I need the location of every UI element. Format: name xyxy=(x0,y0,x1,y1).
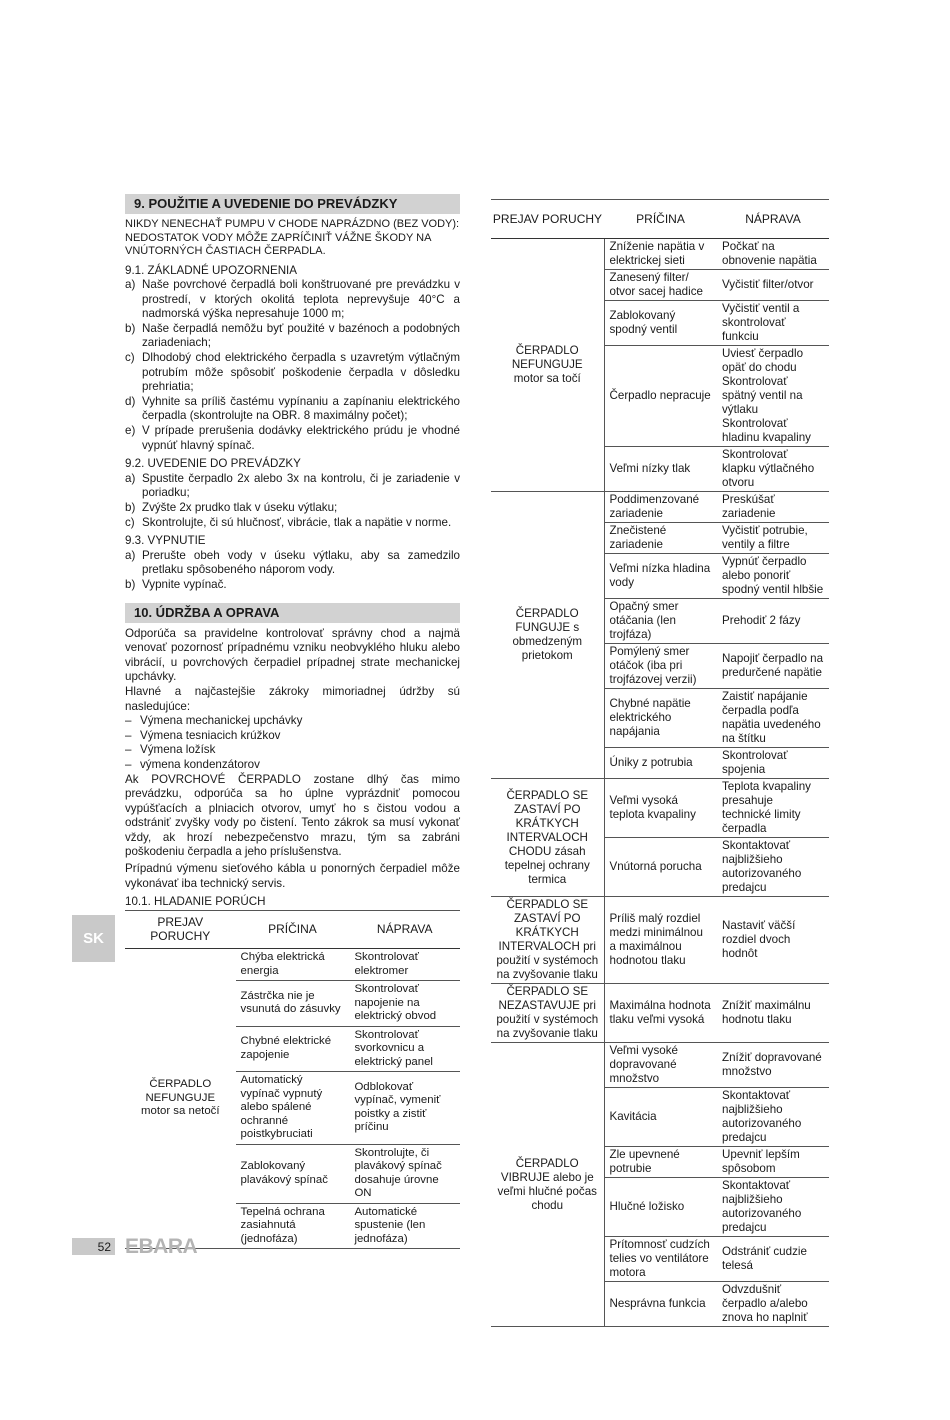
cause-cell: Chýba elektrická energia xyxy=(236,949,350,981)
remedy-cell: Vyčistiť filter/otvor xyxy=(717,270,829,301)
header-remedy: NÁPRAVA xyxy=(349,910,460,948)
list-item xyxy=(125,472,460,501)
cause-cell: Poddimenzované zariadenie xyxy=(604,492,717,523)
cause-cell: Zástrčka nie je vsunutá do zásuvky xyxy=(236,981,350,1027)
list-marker: b) xyxy=(125,501,136,514)
remedy-cell: Teplota kvapaliny presahuje technické limity čerpadla xyxy=(717,779,829,838)
list-text: Prerušte obeh vody v úseku výtlaku, aby sa zamedzilo pretlaku spôsobeného náporom vody. xyxy=(142,548,460,577)
list-marker: e) xyxy=(125,424,136,438)
dash-marker: – xyxy=(125,714,132,728)
remedy-cell: Nastaviť väčší rozdiel dvoch hodnôt xyxy=(717,897,829,984)
table-row xyxy=(491,779,829,838)
list-item xyxy=(125,322,460,351)
cause-cell: Prítomnosť cudzích telies vo ventilátore motora xyxy=(604,1237,717,1282)
warning-text: NIKDY NENECHAŤ PUMPU V CHODE NAPRÁZDNO (BEZ VODY): NEDOSTATOK VODY MÔŽE ZAPRÍČINIŤ VÁŽNE ŠKODY NA VNÚTORNÝCH ČASTIACH ČERPADLA. xyxy=(125,218,460,257)
list-text: Výmena ložísk xyxy=(140,743,216,757)
right-column xyxy=(491,199,829,1327)
list-item xyxy=(125,578,460,593)
maintenance-paragraph-1: Odporúča sa pravidelne kontrolovať správny chod a najmä venovať pozornosť prípadnému vzniku neobvyklého hluku alebo vibrácií, u povrchových čerpadiel prípadnej strate mechanickej upchávky. xyxy=(125,626,460,684)
dash-marker: – xyxy=(125,728,132,742)
remedy-cell: Odstrániť cudzie telesá xyxy=(717,1237,829,1282)
ebara-logo: EBARA xyxy=(125,1235,198,1258)
subsection-9-3-title: 9.3. VYPNUTIE xyxy=(125,534,206,548)
symptom-cell: ČERPADLO SE ZASTAVÍ PO KRÁTKYCH INTERVALOCH pri použití v systémoch na zvyšovanie tlaku xyxy=(491,897,604,984)
remedy-cell: Upevniť lepším spôsobom xyxy=(717,1147,829,1178)
list-marker: b) xyxy=(125,577,136,591)
list-item xyxy=(125,714,460,729)
remedy-cell: Počkať na obnovenie napätia xyxy=(717,239,829,270)
list-text: Zvýšte 2x prudko tlak v úseku výtlaku; xyxy=(142,501,338,514)
list-text: Skontrolujte, či sú hlučnosť, vibrácie, tlak a napätie v norme. xyxy=(142,515,452,529)
dash-marker: – xyxy=(125,757,132,771)
maintenance-paragraph-3: Ak POVRCHOVÉ ČERPADLO zostane dlhý čas mimo prevádzku, odporúča sa ho úplne vyprázdniť pomocou vypúšťacích a plniacich otvorov, umyť ho s čistou vodou a odstrániť zvyšky vody po čistení. Tento zákrok sa musí vykonať vždy, ak hrozí nebezpečenstvo mrazu, tým sa zabráni poškodeniu čerpadla a jeho príslušenstva. xyxy=(125,772,460,859)
header-remedy: NÁPRAVA xyxy=(717,200,829,239)
remedy-cell: Napojiť čerpadlo na predurčené napätie xyxy=(717,644,829,689)
list-item xyxy=(125,758,460,773)
list-item xyxy=(125,501,460,516)
header-cause: PRÍČINA xyxy=(604,200,717,239)
cause-cell: Znečistené zariadenie xyxy=(604,523,717,554)
remedy-cell: Automatické spustenie (len jednofáza) xyxy=(349,1203,460,1249)
list-text: Naše povrchové čerpadlá boli konštruované pre prevádzku v prostredí, v ktorých okolitá teplota neprevyšuje 40°C a nadmorská výška nepresahuje 1000 m; xyxy=(142,278,460,321)
list-marker: d) xyxy=(125,394,136,408)
table-row xyxy=(491,1043,829,1088)
remedy-cell: Skontaktovať najbližšieho autorizovaného predajcu xyxy=(717,1088,829,1147)
remedy-cell: Znížiť maximálnu hodnotu tlaku xyxy=(717,984,829,1043)
subsection-9-3-list xyxy=(125,549,460,593)
list-marker: a) xyxy=(125,471,136,485)
remedy-cell: Znížiť dopravované množstvo xyxy=(717,1043,829,1088)
table-row xyxy=(491,984,829,1043)
list-item xyxy=(125,395,460,424)
header-cause: PRÍČINA xyxy=(236,910,350,948)
remedy-cell: Skontrolujte, či plavákový spínač dosahuje úrovne ON xyxy=(349,1144,460,1203)
cause-cell: Zanesený filter/ otvor sacej hadice xyxy=(604,270,717,301)
list-item xyxy=(125,424,460,453)
remedy-cell: Vypnúť čerpadlo alebo ponoriť spodný ventil hlbšie xyxy=(717,554,829,599)
cause-cell: Zníženie napätia v elektrickej sieti xyxy=(604,239,717,270)
list-item xyxy=(125,743,460,758)
cause-cell: Čerpadlo nepracuje xyxy=(604,346,717,447)
list-text: Dlhodobý chod elektrického čerpadla s uzavretým výtlačným potrubím môže spôsobiť poškodenie čerpadla v dôsledku prehriatia; xyxy=(142,351,460,394)
maintenance-paragraph-2: Hlavné a najčastejšie zákroky mimoriadnej údržby sú nasledujúce: xyxy=(125,684,460,713)
section-10-title: 10. ÚDRŽBA A OPRAVA xyxy=(125,603,460,623)
cause-cell: Opačný smer otáčania (len trojfáza) xyxy=(604,599,717,644)
cause-cell: Veľmi vysoké dopravované množstvo xyxy=(604,1043,717,1088)
symptom-cell: ČERPADLO SE NEZASTAVUJE pri použití v systémoch na zvyšovanie tlaku xyxy=(491,984,604,1043)
symptom-cell: ČERPADLO NEFUNGUJE motor sa netočí xyxy=(125,949,236,1249)
symptom-cell: ČERPADLO NEFUNGUJE motor sa točí xyxy=(491,239,604,492)
maintenance-list xyxy=(125,714,460,772)
cause-cell: Hlučné ložisko xyxy=(604,1178,717,1237)
remedy-cell: Skontrolovať klapku výtlačného otvoru xyxy=(717,447,829,492)
troubleshooting-table-left xyxy=(125,910,460,1249)
maintenance-paragraph-4: Prípadnú výmenu sieťového kábla u ponorných čerpadiel môže vykonávať iba technický servis. xyxy=(125,862,460,890)
table-row xyxy=(491,239,829,270)
cause-cell: Zle upevnené potrubie xyxy=(604,1147,717,1178)
symptom-cell: ČERPADLO SE ZASTAVÍ PO KRÁTKYCH INTERVALOCH CHODU zásah tepelnej ochrany termica xyxy=(491,779,604,897)
remedy-cell: Skontrolovať napojenie na elektrický obvod xyxy=(349,981,460,1027)
list-text: Vyhnite sa príliš častému vypínaniu a zapínaniu elektrického čerpadla (skontrolujte na OBR. 8 maximálny počet); xyxy=(142,394,460,423)
cause-cell: Veľmi vysoká teplota kvapaliny xyxy=(604,779,717,838)
list-marker: c) xyxy=(125,515,135,529)
subsection-9-2-list xyxy=(125,472,460,530)
cause-cell: Nesprávna funkcia xyxy=(604,1282,717,1327)
remedy-cell: Skontrolovať elektromer xyxy=(349,949,460,981)
cause-cell: Veľmi nízka hladina vody xyxy=(604,554,717,599)
remedy-cell: Vyčistiť ventil a skontrolovať funkciu xyxy=(717,301,829,346)
list-item xyxy=(125,351,460,395)
subsection-9-1-list xyxy=(125,278,460,453)
list-marker: b) xyxy=(125,321,136,335)
cause-cell: Veľmi nízky tlak xyxy=(604,447,717,492)
cause-cell: Zablokovaný spodný ventil xyxy=(604,301,717,346)
cause-cell: Chybné elektrické zapojenie xyxy=(236,1026,350,1072)
cause-cell: Pomýlený smer otáčok (iba pri trojfázovej verzii) xyxy=(604,644,717,689)
symptom-cell: ČERPADLO VIBRUJE alebo je veľmi hlučné počas chodu xyxy=(491,1043,604,1327)
cause-cell: Maximálna hodnota tlaku veľmi vysoká xyxy=(604,984,717,1043)
remedy-cell: Zaistiť napájanie čerpadla podľa napätia uvedeného na štítku xyxy=(717,689,829,748)
remedy-cell: Uviesť čerpadlo opäť do chodu Skontrolovať spätný ventil na výtlaku Skontrolovať hladinu kvapaliny xyxy=(717,346,829,447)
cause-cell: Kavitácia xyxy=(604,1088,717,1147)
dash-marker: – xyxy=(125,743,132,757)
table-row xyxy=(491,492,829,523)
cause-cell: Zablokovaný plavákový spínač xyxy=(236,1144,350,1203)
list-text: Naše čerpadlá nemôžu byť použité v bazénoch a podobných zariadeniach; xyxy=(142,321,460,350)
header-symptom: PREJAV PORUCHY xyxy=(491,200,604,239)
section-9-title: 9. POUŽITIE A UVEDENIE DO PREVÁDZKY xyxy=(125,194,460,214)
remedy-cell: Skontrolovať svorkovnicu a elektrický panel xyxy=(349,1026,460,1072)
list-item xyxy=(125,549,460,578)
list-text: Spustite čerpadlo 2x alebo 3x na kontrolu, či je zariadenie v poriadku; xyxy=(142,471,460,500)
header-symptom: PREJAV PORUCHY xyxy=(125,910,236,948)
language-tab: SK xyxy=(72,915,115,962)
remedy-cell: Skontaktovať najbližšieho autorizovaného predajcu xyxy=(717,1178,829,1237)
list-item xyxy=(125,516,460,531)
list-text: Výmena mechanickej upchávky xyxy=(140,714,303,728)
remedy-cell: Odvzdušniť čerpadlo a/alebo znova ho naplniť xyxy=(717,1282,829,1327)
list-text: výmena kondenzátorov xyxy=(140,757,260,771)
symptom-cell: ČERPADLO FUNGUJE s obmedzeným prietokom xyxy=(491,492,604,779)
list-marker: c) xyxy=(125,351,135,365)
subsection-9-1-title: 9.1. ZÁKLADNÉ UPOZORNENIA xyxy=(125,263,298,277)
table-row xyxy=(491,897,829,984)
cause-cell: Vnútorná porucha xyxy=(604,838,717,897)
cause-cell: Automatický vypínač vypnutý alebo spálené ochranné poistkybruciati xyxy=(236,1072,350,1145)
list-item xyxy=(125,278,460,322)
remedy-cell: Skontrolovať spojenia xyxy=(717,748,829,779)
cause-cell: Chybné napätie elektrického napájania xyxy=(604,689,717,748)
remedy-cell: Preskúšať zariadenie xyxy=(717,492,829,523)
left-column xyxy=(125,194,460,1249)
cause-cell: Príliš malý rozdiel medzi minimálnou a maximálnou hodnotou tlaku xyxy=(604,897,717,984)
list-text: Vypnite vypínač. xyxy=(142,577,227,591)
page-number: 52 xyxy=(72,1238,115,1255)
subsection-10-1-title: 10.1. HLADANIE PORÚCH xyxy=(125,895,266,909)
list-text: V prípade prerušenia dodávky elektrického prúdu je vhodné vypnúť hlavný spínač. xyxy=(142,424,460,452)
remedy-cell: Odblokovať vypínač, vymeniť poistky a zistiť príčinu xyxy=(349,1072,460,1145)
cause-cell: Úniky z potrubia xyxy=(604,748,717,779)
remedy-cell: Vyčistiť potrubie, ventily a filtre xyxy=(717,523,829,554)
cause-cell: Tepelná ochrana zasiahnutá (jednofáza) xyxy=(236,1203,350,1249)
list-marker: a) xyxy=(125,278,136,292)
troubleshooting-table-right xyxy=(491,199,829,1327)
list-marker: a) xyxy=(125,548,136,562)
subsection-9-2-title: 9.2. UVEDENIE DO PREVÁDZKY xyxy=(125,457,301,471)
remedy-cell: Skontaktovať najbližšieho autorizovaného predajcu xyxy=(717,838,829,897)
remedy-cell: Prehodiť 2 fázy xyxy=(717,599,829,644)
list-item xyxy=(125,729,460,744)
table-row xyxy=(125,949,460,981)
list-text: Výmena tesniacich krúžkov xyxy=(140,728,281,742)
